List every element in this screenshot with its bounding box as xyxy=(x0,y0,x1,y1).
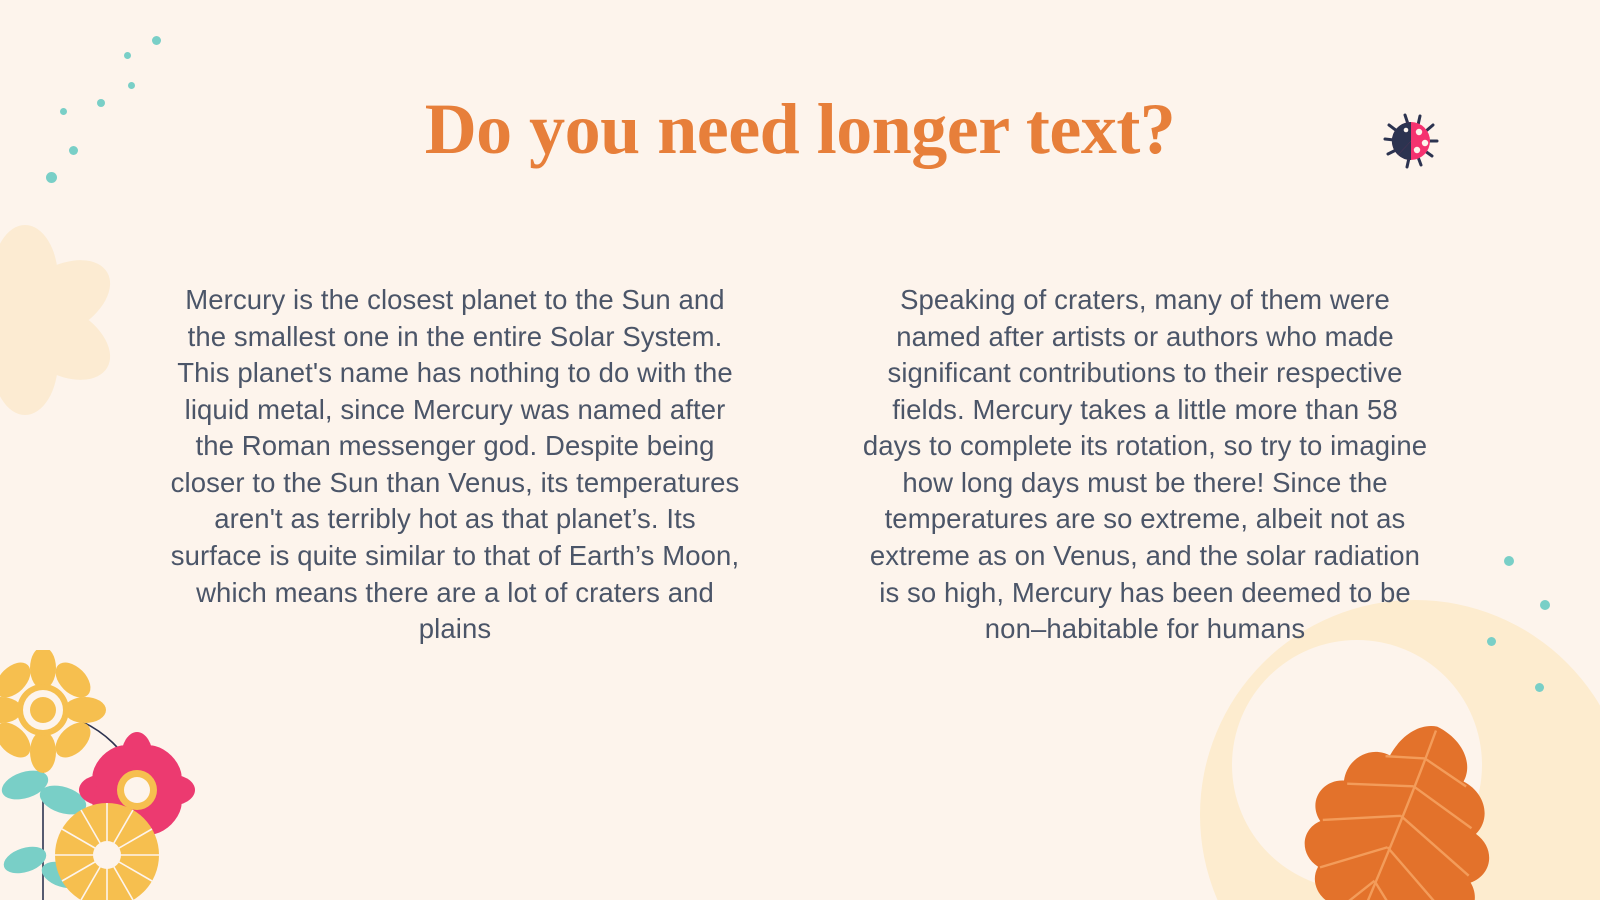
orange-oak-leaf-icon xyxy=(1255,710,1545,900)
body-columns xyxy=(150,282,1450,648)
text-column-left: Mercury is the closest planet to the Sun and the smallest one in the entire Solar System. This planet's name has nothing to do with the liquid metal, since Mercury was named after the Roman messenger god. Despite being closer to the Sun than Venus, its temperatures aren't as terribly hot as that planet’s. Its surface is quite similar to that of Earth’s Moon, which means there are a lot of craters and plains xyxy=(170,284,740,645)
flower-cluster-decoration xyxy=(0,650,315,900)
cream-flower-blob xyxy=(0,225,120,415)
teal-dot-decoration xyxy=(1535,683,1544,692)
page-title: Do you need longer text? xyxy=(424,89,1176,169)
teal-dot-decoration xyxy=(1487,637,1496,646)
teal-dot-decoration xyxy=(46,172,57,183)
daisy-flower-icon xyxy=(0,650,106,773)
teal-dot-decoration xyxy=(124,52,131,59)
text-column-right: Speaking of craters, many of them were named after artists or authors who made significant contributions to their respective fields. Mercury takes a little more than 58 days to complete its rotation, so try to imagine how long days must be there! Since the temperatures are so extreme, albeit not as extreme as on Venus, and the solar radiation is so high, Mercury has been deemed to be non–habitable for humans xyxy=(862,284,1428,645)
ladybug-icon xyxy=(1375,105,1447,177)
teal-dot-decoration xyxy=(152,36,161,45)
teal-dot-decoration xyxy=(1540,600,1550,610)
teal-dot-decoration xyxy=(1504,556,1514,566)
